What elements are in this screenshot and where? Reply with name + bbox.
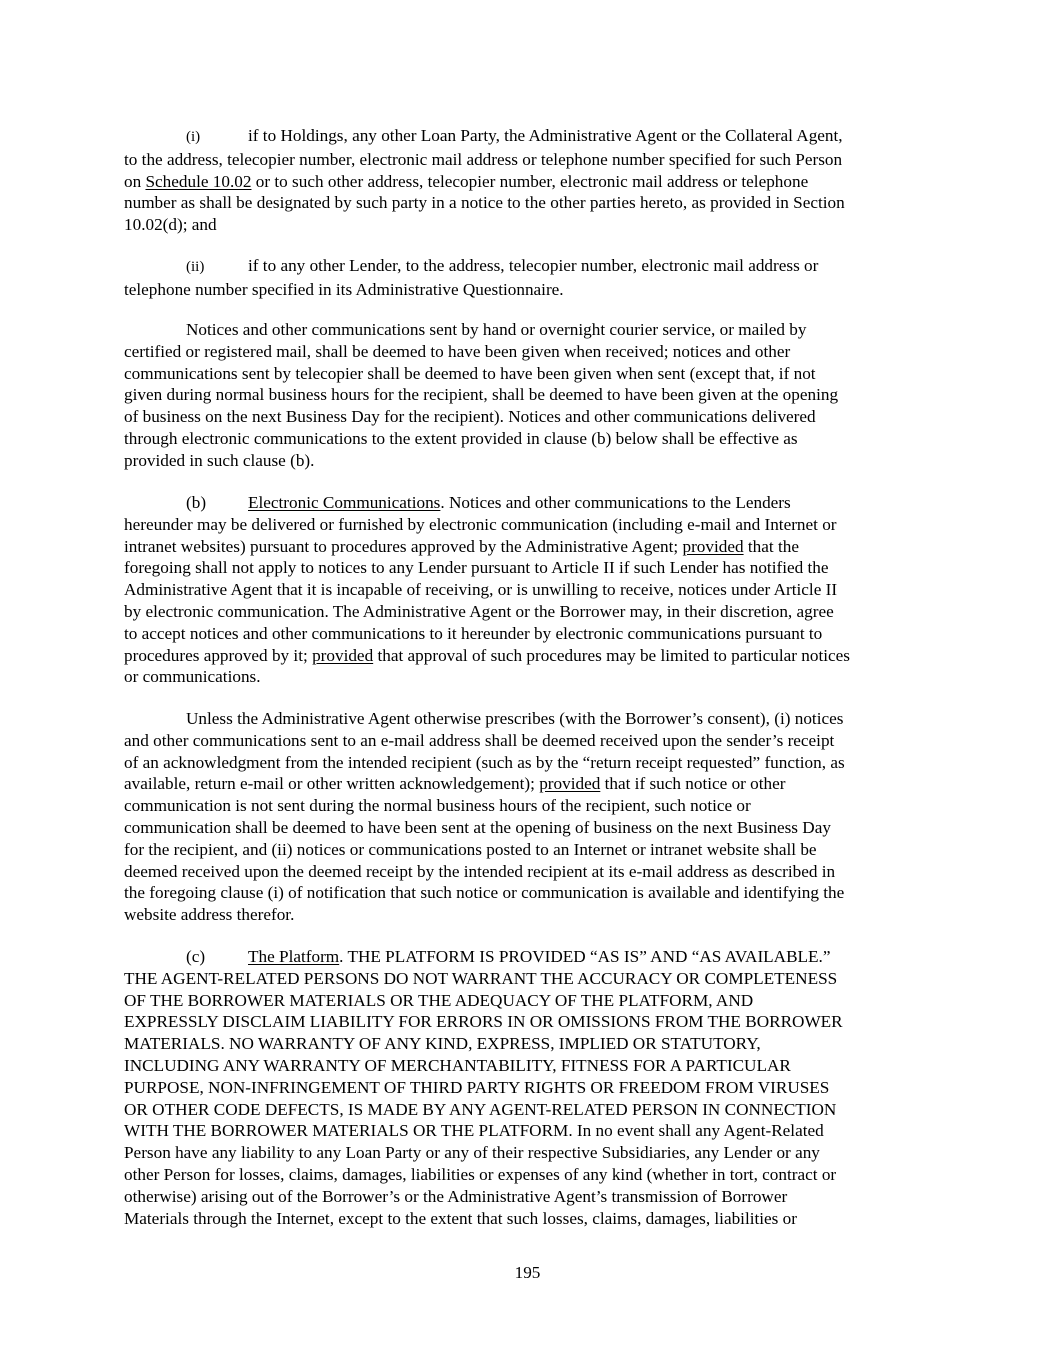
clause-i: (i) if to Holdings, any other Loan Party, the Administrative Agent or the Collateral Agent, to the address, telecopier number, electronic mail address or telephone number specified for such Person on Schedule 10.02 or to such other address, telecopier number, electronic mail address or telephone number as shall be designated by such party in a notice to the other parties hereto, as provided in Section 10.02(d); and	[124, 126, 845, 235]
clause-ii: (ii) if to any other Lender, to the address, telecopier number, electronic mail address or telephone number specified in its Administrative Questionnaire.	[124, 256, 819, 299]
unless-paragraph: Unless the Administrative Agent otherwise prescribes (with the Borrower’s consent), (i) notices and other communications sent to an e-mail address shall be deemed received upon the sender’s receipt of an acknowledgment from the intended recipient (such as by the “return receipt requested” function, as available, return e-mail or other written acknowledgement); provided that if such notice or other communication is not sent during the normal business hours of the recipient, such notice or communication shall be deemed to have been sent at the opening of business on the next Business Day for the recipient, and (ii) notices or communications posted to an Internet or intranet website shall be deemed received upon the deemed receipt by the intended recipient at its e-mail address as described in the foregoing clause (i) of notification that such notice or communication is available and identifying the website address therefor.	[124, 709, 845, 925]
provided-term: provided	[682, 536, 744, 556]
schedule-reference: Schedule 10.02	[145, 171, 252, 191]
clause-label: (i)	[186, 129, 201, 145]
clause-label: (b)	[186, 493, 207, 512]
provided-term: provided	[539, 774, 601, 794]
page-number: 195	[514, 1263, 541, 1282]
clause-c: (c) The Platform. THE PLATFORM IS PROVIDED “AS IS” AND “AS AVAILABLE.” THE AGENT-RELATED PERSONS DO NOT WARRANT THE ACCURACY OR COMPLETENESS OF THE BORROWER MATERIALS OR THE ADEQUACY OF THE PLATFORM, AND EXPRESSLY DISCLAIM LIABILITY FOR ERRORS IN OR OMISSIONS FROM THE BORROWER MATERIALS. NO WARRANTY OF ANY KIND, EXPRESS, IMPLIED OR STATUTORY, INCLUDING ANY WARRANTY OF MERCHANTABILITY, FITNESS FOR A PARTICULAR PURPOSE, NON-INFRINGEMENT OF THIRD PARTY RIGHTS OR FREEDOM FROM VIRUSES OR OTHER CODE DEFECTS, IS MADE BY ANY AGENT-RELATED PERSON IN CONNECTION WITH THE BORROWER MATERIALS OR THE PLATFORM. In no event shall any Agent-Related Person have any liability to any Loan Party or any of their respective Subsidiaries, any Lender or any other Person for losses, claims, damages, liabilities or expenses of any kind (whether in tort, contract or otherwise) arising out of the Borrower’s or the Administrative Agent’s transmission of Borrower Materials through the Internet, except to the extent that such losses, claims, damages, liabilities or	[124, 947, 843, 1228]
clause-label: (ii)	[186, 259, 205, 275]
section-heading: Electronic Communications	[248, 493, 441, 512]
clause-label: (c)	[186, 947, 206, 966]
clause-b: (b) Electronic Communications. Notices and other communications to the Lenders hereunder may be delivered or furnished by electronic communication (including e-mail and Internet or intranet websites) pursuant to procedures approved by the Administrative Agent; provided that the foregoing shall not apply to notices to any Lender pursuant to Article II if such Lender has notified the Administrative Agent that it is incapable of receiving, or is unwilling to receive, notices under Article II by electronic communication. The Administrative Agent or the Borrower may, in their discretion, agree to accept notices and other communications to it hereunder by electronic communications pursuant to procedures approved by it; provided that approval of such procedures may be limited to particular notices or communications.	[124, 493, 850, 687]
section-heading: The Platform	[248, 947, 340, 966]
provided-term: provided	[312, 645, 374, 665]
notices-paragraph: Notices and other communications sent by hand or overnight courier service, or mailed by certified or registered mail, shall be deemed to have been given when received; notices and other communications sent by telecopier shall be deemed to have been given when sent (except that, if not given during normal business hours for the recipient, shall be deemed to have been given at the opening of business on the next Business Day for the recipient). Notices and other communications delivered through electronic communications to the extent provided in clause (b) below shall be effective as provided in such clause (b).	[124, 320, 839, 470]
